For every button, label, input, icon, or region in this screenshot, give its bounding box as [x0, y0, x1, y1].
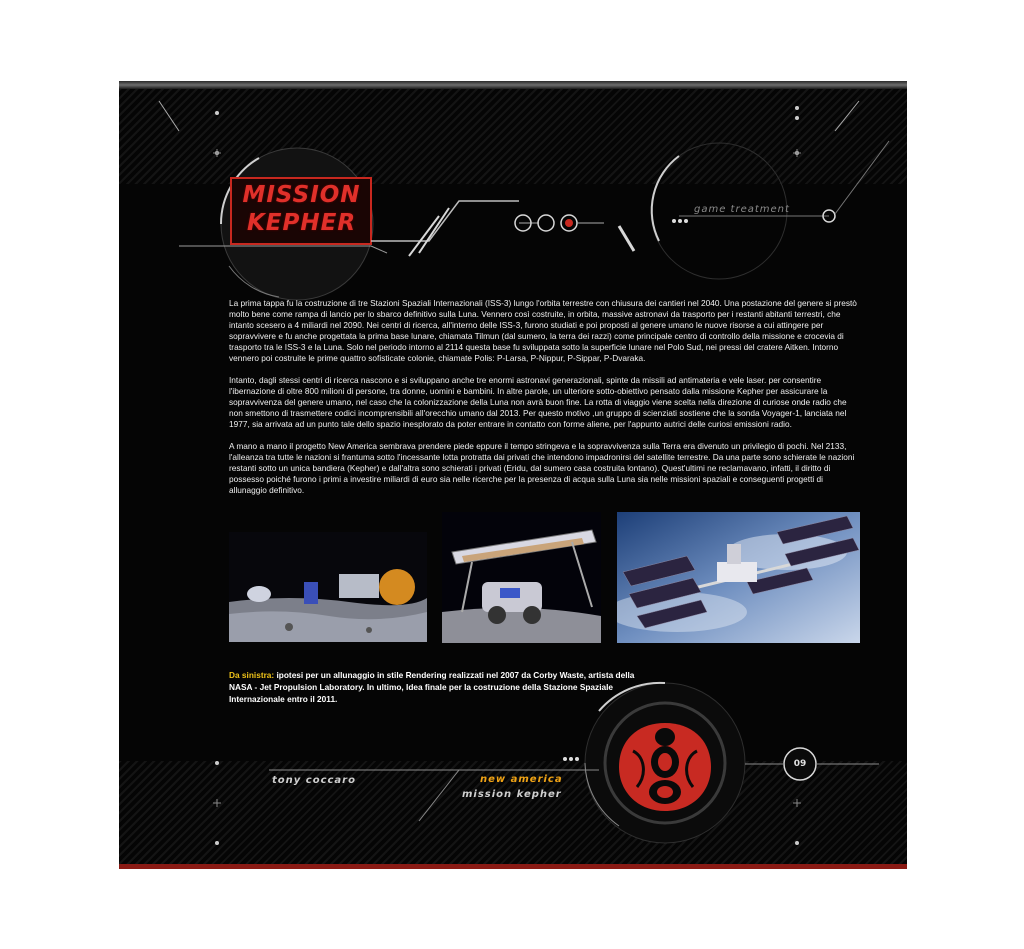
page-title — [234, 181, 369, 237]
photo-space-station — [617, 512, 860, 643]
paragraph-1: La prima tappa fu la costruzione di tre Stazioni Spaziali Internazionali (ISS-3) lungo l'orbita terrestre con chiusura dei cantieri nel 2040. Una postazione del genere si prestò molto bene come rampa di lancio per lo sbarco definitivo sulla Luna. Vennero così costruite, in orbita, massive astronavi da trasporto per i restanti abitanti terrestri, che intanto scesero a 4 miliardi nel 2090. Nei centri di ricerca, all'interno delle ISS-3, furono studiati e poi proposti al genere umano le nuove risorse a cui attingere per sopravvivere e fu anche progettata la prima base lunare, chiamata Tilmun (dal sumero, la terra dei razzi) come principale centro di controllo della missione e crocevia di trasporto tra le ISS-3 e la Luna. Solo nel periodo intorno al 2114 questa base fu sviluppata sotto la superficie lunare nel Polo Sud, nei pressi del cratere Aitken. Intorno vennero poi costruite le prime quattro sofisticate colonie, chiamate Polis: P-Larsa, P-Nippur, P-Sippar, P-Dvaraka. — [229, 298, 857, 363]
paragraph-2: Intanto, dagli stessi centri di ricerca nascono e si sviluppano anche tre enormi astronavi generazionali, spinte da missili ad antimateria e vele laser. per consentire l'ibernazione di oltre 800 milioni di persone, tra donne, uomini e bambini. In altre parole, un ulteriore sotto-obiettivo pensato dalla missione Kepher per assicurare la sopravvivenza del genere umano, nel caso che la colonizzazione della Luna non avrà buon fine. La rotta di viaggio viene scelta nella direzione di curiose onde radio che non smettono di trasmettere codici incomprensibili all'orecchio umano dal 2013. Per questo motivo ,un gruppo di scienziati sostiene che la sonda Voyager-1, lanciata nel 1977, sia arrivata ad un punto tale dello spazio inesplorato da poter entrare in contatto con forme aliene, per l'appunto autrici delle curiosi emissioni radio. — [229, 375, 847, 429]
caption-text: ipotesi per un allunaggio in stile Rendering realizzati nel 2007 da Corby Waste, artista della NASA - Jet Propulsion Laboratory. In ultimo, Idea finale per la costruzione della Stazione Spaziale Internazionale entro il 2011. — [229, 670, 635, 704]
scarab-emblem-icon — [615, 717, 715, 817]
photo-lunar-base — [229, 532, 427, 642]
author-name: tony coccaro — [272, 775, 356, 786]
mission-name: mission kepher — [462, 789, 562, 800]
project-name: new america — [480, 774, 563, 785]
page — [119, 81, 907, 869]
title-line-2: KEPHER — [246, 210, 357, 236]
bottom-bar — [119, 864, 907, 869]
title-line-1: MISSION — [242, 182, 361, 208]
paragraph-3: A mano a mano il progetto New America sembrava prendere piede eppure il tempo stringeva e la sopravvivenza sulla Terra era divenuto un privilegio di pochi. Nel 2133, l'alleanza tra tutte le nazioni si frantuma sotto l'incessante lotta protratta dai privati che intendono impadronirsi del satellite terrestre. Da una parte sono schierate le nazioni restanti sotto un unica bandiera (Kepher) e dall'altra sono schierati i privati (Eridu, dal sumero casa costruita lontano). Quest'ultimi ne reclamavano, infatti, il diritto di possesso poiché furono i primi a investire miliardi di euro sia nelle ricerche per la presenza di acqua sulla Luna sia nelle missioni spaziali e conseguenti progetti di allunaggio definitivo. — [229, 441, 855, 495]
photo-lunar-lander — [442, 512, 601, 643]
caption-highlight: Da sinistra: — [229, 670, 275, 680]
photo-caption — [229, 669, 649, 705]
body-text — [229, 298, 861, 507]
subtitle: game treatment — [694, 204, 790, 215]
page-number: 09 — [793, 759, 807, 769]
